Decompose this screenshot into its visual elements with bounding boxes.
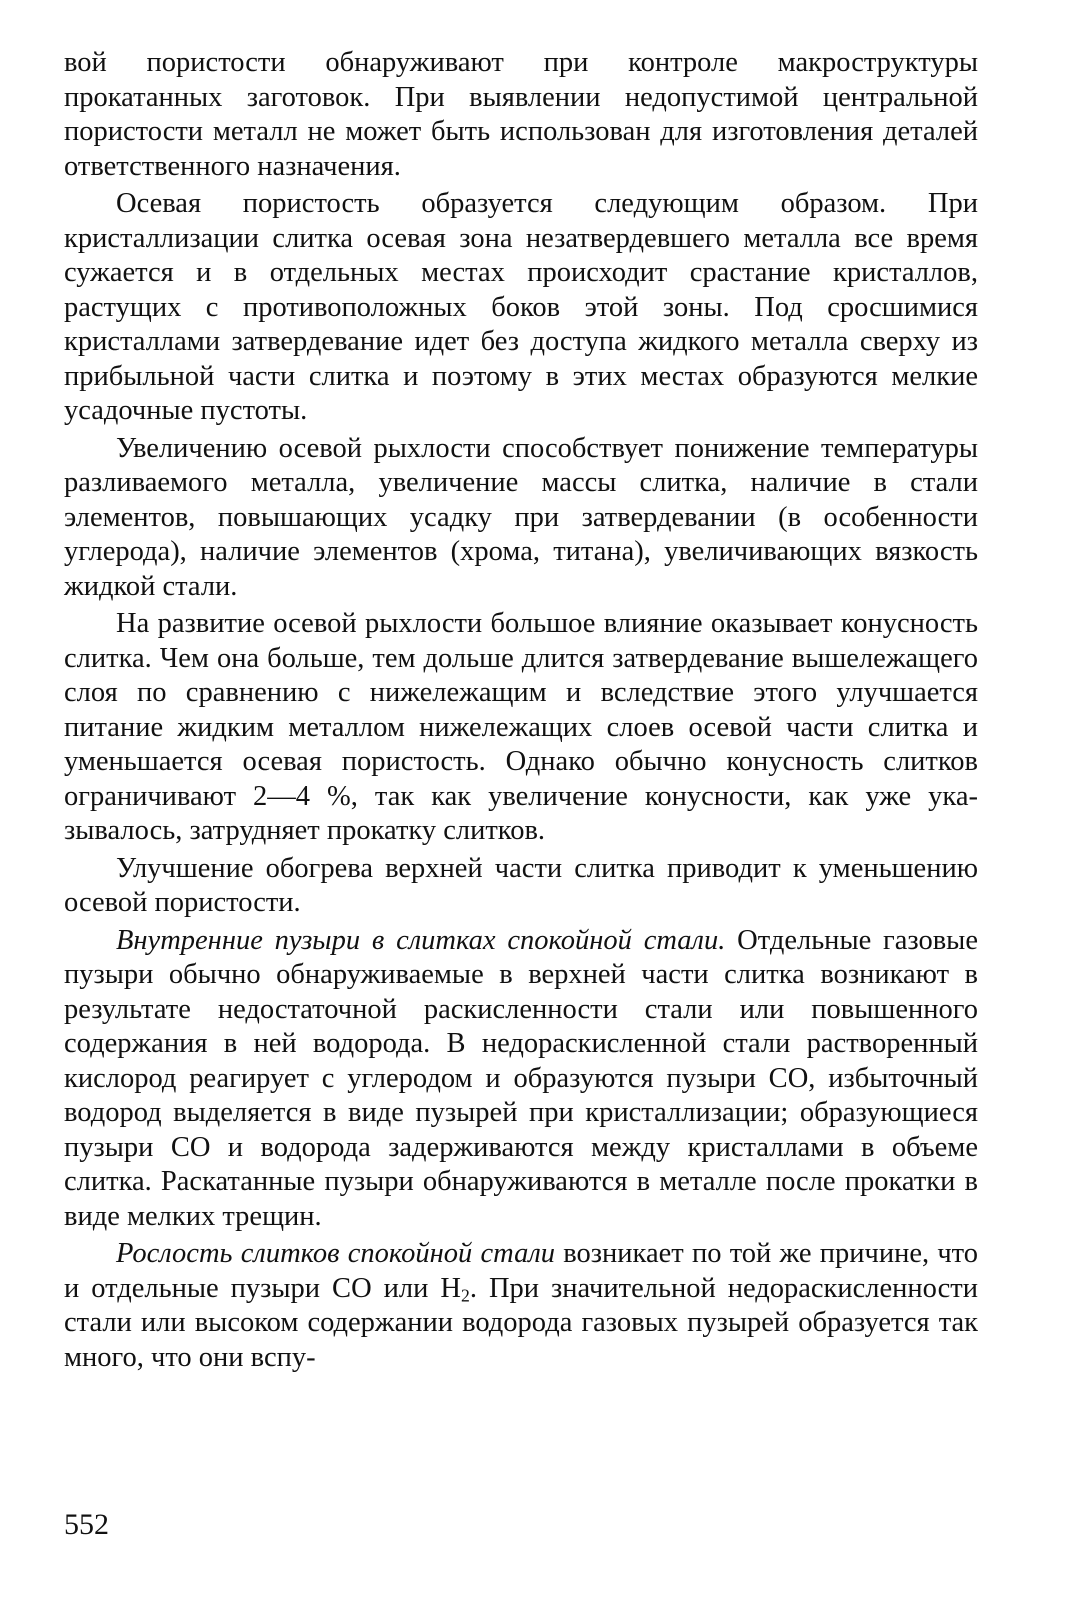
section-heading-ingot-swelling: Рослость слитков спокойной стали <box>116 1238 556 1269</box>
paragraph-text: Отдельные газовые пузыри обычно обнаруживаемые в верхней части слитка возникают в результате недостаточной раскисленности стали или повышенного содержания в ней водорода. В недораскисленной стали растворенный кислород реагирует с углеродом и образуются пузыри СО, избыточный водород выделяется в виде пузырей при кристаллизации; образующиеся пузыри СО и водорода задерживаются между кристаллами в объеме слитка. Раскатанные пузыри обнаруживаются в металле после прокатки в виде мелких трещин. <box>64 924 978 1232</box>
page-number: 552 <box>64 1508 109 1541</box>
paragraph-2 <box>64 187 978 429</box>
paragraph-text-tail: . При значительной недораскисленности стали или высоком содержании водорода газовых пузырей образуется так много, что они вспу- <box>64 1272 978 1373</box>
paragraph-6 <box>64 924 978 1235</box>
paragraph-text: На развитие осевой рыхлости большое влияние оказывает конусность слитка. Чем она больше, тем дольше длится затвердевание вышележащего слоя по сравнению с нижележащим и вследствие этого улучшается питание жидким металлом нижележащих слоев осевой части слитка и уменьшается осевая пористость. Однако обычно конусность слитков ограничивают 2—4 %, так как увеличение конусности, как уже указывалось, затрудняет прокатку слитков. <box>64 608 978 846</box>
paragraph-1 <box>64 46 978 184</box>
paragraph-text: Увеличению осевой рыхлости способствует понижение температуры разливаемого металла, увеличение массы слитка, наличие в стали элементов, повышающих усадку при затвердевании (в особенности углерода), наличие элементов (хрома, титана), увеличивающих вязкость жидкой стали. <box>64 432 978 602</box>
paragraph-text: Улучшение обогрева верхней части слитка приводит к уменьшению осевой пористости. <box>64 852 978 918</box>
subscript-index: 2 <box>460 1284 470 1305</box>
paragraph-7 <box>64 1237 978 1375</box>
paragraph-3 <box>64 432 978 605</box>
paragraph-text: возникает по той же причине, что и отдельные пузыри СО или Н <box>64 1238 978 1304</box>
section-heading-internal-bubbles: Внутренние пузыри в слитках спокойной стали. <box>116 924 726 956</box>
paragraph-5 <box>64 852 978 921</box>
paragraph-4 <box>64 607 978 849</box>
paragraph-text: Осевая пористость образуется следующим образом. При кристаллизации слитка осевая зона незатвердевшего металла все время сужается и в отдельных местах происходит срастание кристаллов, растущих с противоположных боков этой зоны. Под сросшимися кристаллами затвердевание идет без доступа жидкого металла сверху из прибыльной части слитка и поэтому в этих местах образуются мелкие усадочные пустоты. <box>64 188 978 426</box>
paragraph-text: вой пористости обнаруживают при контроле макроструктуры прокатанных заготовок. При выявлении недопустимой центральной пористости металл не может быть использован для изготовления деталей ответственного назначения. <box>64 47 978 182</box>
